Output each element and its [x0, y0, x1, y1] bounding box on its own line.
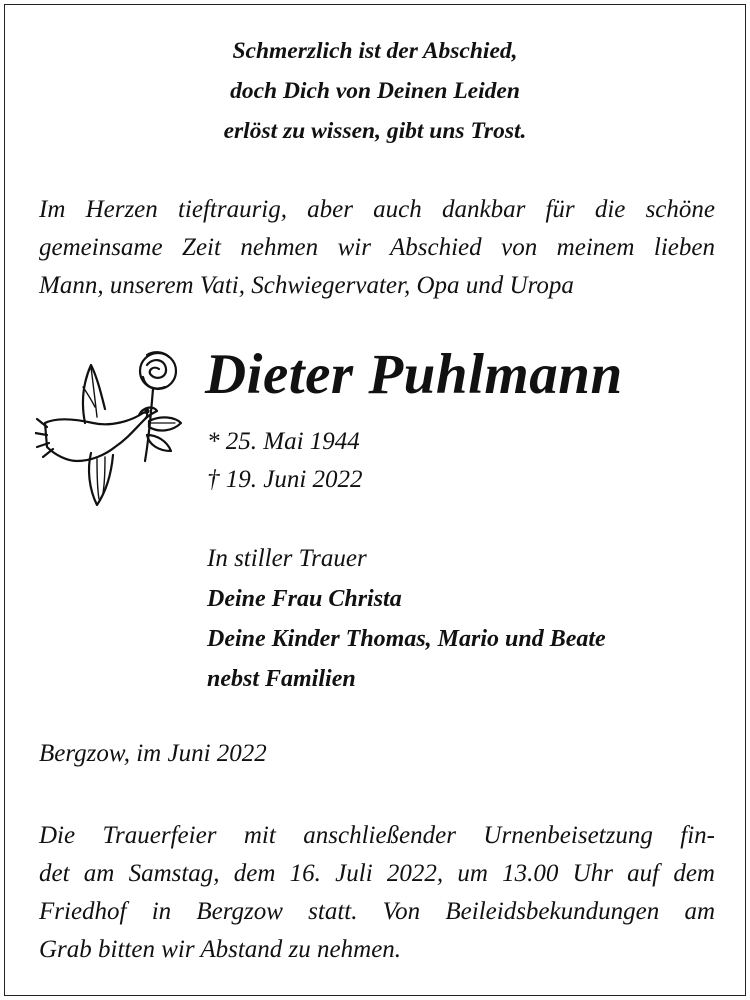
service-line: det am Samstag, dem 16. Juli 2022, um 13.00 Uhr auf dem: [39, 860, 715, 887]
dove-with-rose-icon: [35, 343, 185, 513]
mourner-line: Deine Kinder Thomas, Mario und Beate: [207, 626, 606, 652]
mourners: [207, 539, 606, 699]
obituary-frame: [4, 4, 746, 996]
service-line: Friedhof in Bergzow statt. Von Beileidsbekundungen am: [39, 898, 715, 925]
motto-line: Schmerzlich ist der Abschied,: [232, 38, 518, 64]
intro-line: gemeinsame Zeit nehmen wir Abschied von meinem lieben: [39, 234, 715, 261]
service-line: Die Trauerfeier mit anschließender Urnenbeisetzung fin-: [39, 822, 715, 849]
intro-line: Mann, unserem Vati, Schwiegervater, Opa und Uropa: [39, 272, 574, 299]
life-dates: [207, 423, 363, 499]
mourner-line: Deine Frau Christa: [207, 586, 402, 612]
place-date: Bergzow, im Juni 2022: [39, 740, 267, 767]
mourners-heading: In stiller Trauer: [207, 545, 367, 572]
intro-text: [39, 191, 715, 305]
birth-date: * 25. Mai 1944: [207, 428, 360, 455]
mourner-line: nebst Familien: [207, 666, 356, 692]
motto-line: doch Dich von Deinen Leiden: [230, 78, 520, 104]
motto-line: erlöst zu wissen, gibt uns Trost.: [223, 118, 527, 144]
service-notice: [39, 817, 715, 969]
intro-line: Im Herzen tieftraurig, aber auch dankbar für die schöne: [39, 196, 715, 223]
death-date: † 19. Juni 2022: [207, 466, 363, 493]
service-line: Grab bitten wir Abstand zu nehmen.: [39, 936, 402, 963]
motto: [5, 31, 745, 151]
deceased-name: Dieter Puhlmann: [205, 343, 623, 406]
